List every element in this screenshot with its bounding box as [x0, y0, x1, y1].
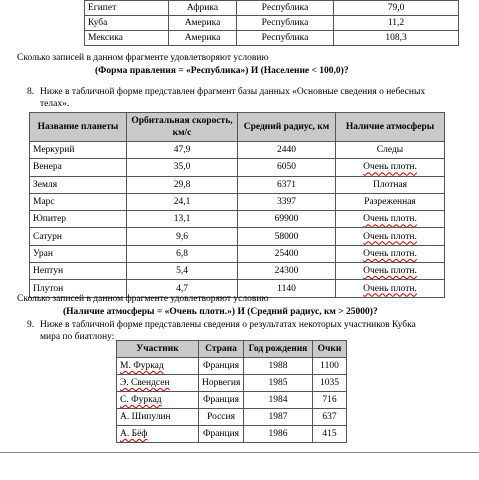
- q9-cell: 1988: [244, 358, 313, 375]
- q8-cell: 25400: [238, 245, 336, 262]
- q8-cell: 35,0: [127, 159, 238, 176]
- q8-question: Сколько записей в данном фрагменте удовлетворяют условию: [17, 294, 269, 304]
- q9-cell: 1035: [313, 375, 347, 392]
- table1-cell: 11,2: [334, 16, 459, 31]
- table1-cell: Африка: [169, 1, 237, 16]
- q8-cell: 6371: [238, 176, 336, 193]
- q8-row: [30, 142, 445, 159]
- q9-row: [117, 409, 347, 426]
- q9-cell: 1100: [313, 358, 347, 375]
- q8-number: 8.: [27, 87, 35, 97]
- table1-cell: Египет: [85, 1, 169, 16]
- countries-table: [84, 0, 459, 46]
- q9-cell: Франция: [199, 426, 244, 443]
- q8-cell: 4,7: [127, 280, 238, 297]
- q9-cell: С. Фуркад: [117, 392, 199, 409]
- q8-cell: Юпитер: [30, 211, 127, 228]
- q9-cell: Норвегия: [199, 375, 244, 392]
- q9-cell: Франция: [199, 358, 244, 375]
- q8-cell: Плотная: [336, 176, 445, 193]
- q7-condition: (Форма правления = «Республика») И (Население < 100,0)?: [95, 66, 349, 76]
- q8-cell: Марс: [30, 193, 127, 210]
- biathlon-header-participant: Участник: [117, 341, 199, 358]
- q9-cell: 716: [313, 392, 347, 409]
- biathlon-header-country: Страна: [199, 341, 244, 358]
- q8-cell: Очень плотн.: [336, 228, 445, 245]
- q9-cell: М. Фуркад: [117, 358, 199, 375]
- q8-cell: 1140: [238, 280, 336, 297]
- q8-cell: Очень плотн.: [336, 245, 445, 262]
- planets-header-radius: Средний радиус, км: [238, 113, 336, 142]
- table1-cell: 79,0: [334, 1, 459, 16]
- q9-cell: 415: [313, 426, 347, 443]
- q9-row: [117, 358, 347, 375]
- table1-row: [85, 16, 459, 31]
- q8-row: [30, 228, 445, 245]
- q9-cell: Россия: [199, 409, 244, 426]
- q9-cell: 1984: [244, 392, 313, 409]
- q8-row: [30, 176, 445, 193]
- q9-intro-line2: мира по биатлону:: [40, 332, 115, 342]
- planets-header-speed: Орбитальная скорость, км/с: [127, 113, 238, 142]
- q9-intro-line1: Ниже в табличной форме представлены сведения о результатах некоторых участников Кубка: [40, 320, 416, 330]
- planets-table: [29, 112, 445, 298]
- biathlon-header-points: Очки: [313, 341, 347, 358]
- q8-cell: Уран: [30, 245, 127, 262]
- q8-cell: 13,1: [127, 211, 238, 228]
- q8-cell: 69900: [238, 211, 336, 228]
- q9-cell: Франция: [199, 392, 244, 409]
- table1-cell: 108,3: [334, 31, 459, 46]
- table1-cell: Америка: [169, 31, 237, 46]
- q8-row: [30, 211, 445, 228]
- q8-cell: Меркурий: [30, 142, 127, 159]
- biathlon-table: [116, 340, 347, 443]
- q8-row: [30, 263, 445, 280]
- table1-cell: Куба: [85, 16, 169, 31]
- q8-cell: Нептун: [30, 263, 127, 280]
- q8-cell: Очень плотн.: [336, 211, 445, 228]
- q8-cell: 6050: [238, 159, 336, 176]
- q8-cell: 5,4: [127, 263, 238, 280]
- q8-cell: 2440: [238, 142, 336, 159]
- q8-cell: Очень плотн.: [336, 159, 445, 176]
- q9-row: [117, 426, 347, 443]
- table1-row: [85, 1, 459, 16]
- q8-cell: Очень плотн.: [336, 280, 445, 297]
- table1-cell: Республика: [237, 31, 334, 46]
- q8-condition: (Наличие атмосферы = «Очень плотн.») И (Средний радиус, км > 25000)?: [63, 307, 378, 317]
- planets-header-atmosphere: Наличие атмосферы: [336, 113, 445, 142]
- q8-cell: Земля: [30, 176, 127, 193]
- table1-row: [85, 31, 459, 46]
- q8-cell: 29,8: [127, 176, 238, 193]
- q8-cell: Следы: [336, 142, 445, 159]
- page-bottom-divider: [0, 452, 479, 453]
- table1-cell: Америка: [169, 16, 237, 31]
- table1-cell: Мексика: [85, 31, 169, 46]
- q9-cell: 1987: [244, 409, 313, 426]
- q9-cell: А. Шипулин: [117, 409, 199, 426]
- q8-cell: Очень плотн.: [336, 263, 445, 280]
- q8-row: [30, 193, 445, 210]
- q8-intro-line2: телах».: [40, 99, 70, 109]
- q8-row: [30, 159, 445, 176]
- q9-cell: 1986: [244, 426, 313, 443]
- q8-cell: Сатурн: [30, 228, 127, 245]
- q8-cell: 3397: [238, 193, 336, 210]
- q8-cell: Разреженная: [336, 193, 445, 210]
- q9-cell: 1985: [244, 375, 313, 392]
- q8-intro-line1: Ниже в табличной форме представлен фрагмент базы данных «Основные сведения о небесных: [40, 87, 426, 97]
- q9-row: [117, 392, 347, 409]
- q8-cell: 6,8: [127, 245, 238, 262]
- q8-cell: 24300: [238, 263, 336, 280]
- q8-cell: Плутон: [30, 280, 127, 297]
- q9-cell: Э. Свендсен: [117, 375, 199, 392]
- q9-row: [117, 375, 347, 392]
- biathlon-header-year: Год рождения: [244, 341, 313, 358]
- q8-cell: 58000: [238, 228, 336, 245]
- q9-number: 9.: [27, 320, 35, 330]
- q8-cell: Венера: [30, 159, 127, 176]
- table1-cell: Республика: [237, 16, 334, 31]
- q8-cell: 9,6: [127, 228, 238, 245]
- q8-row: [30, 245, 445, 262]
- q8-cell: 24,1: [127, 193, 238, 210]
- q9-cell: А. Бёф: [117, 426, 199, 443]
- table1-cell: Республика: [237, 1, 334, 16]
- q9-cell: 637: [313, 409, 347, 426]
- planets-header-name: Название планеты: [30, 113, 127, 142]
- q8-cell: 47,9: [127, 142, 238, 159]
- q7-question: Сколько записей в данном фрагменте удовлетворяют условию: [17, 53, 269, 63]
